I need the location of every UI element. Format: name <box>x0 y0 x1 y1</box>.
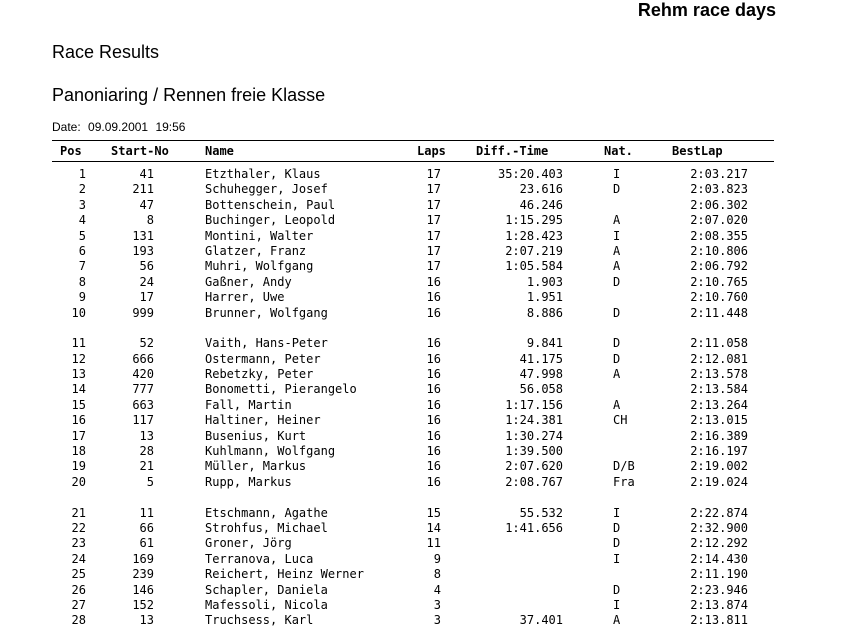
row-laps: 16 <box>426 290 441 305</box>
row-pos: 9 <box>78 290 86 305</box>
row-laps: 15 <box>426 505 441 520</box>
row-nat: A <box>613 397 621 412</box>
col-header-diff-time: Diff.-Time <box>476 144 549 158</box>
row-laps: 17 <box>426 182 441 197</box>
row-laps: 16 <box>426 474 441 489</box>
row-name: Rupp, Markus <box>205 474 292 489</box>
row-laps: 11 <box>426 536 441 551</box>
row-laps: 17 <box>426 243 441 258</box>
row-name: Harrer, Uwe <box>205 290 285 305</box>
table-row <box>0 382 857 397</box>
row-nat: D/B <box>613 459 635 474</box>
table-row <box>0 429 857 444</box>
row-start-no: 666 <box>132 351 154 366</box>
row-best-lap: 2:10.760 <box>690 290 748 305</box>
row-best-lap: 2:14.430 <box>690 551 748 566</box>
row-nat: A <box>613 259 621 274</box>
row-laps: 14 <box>426 520 441 535</box>
row-start-no: 5 <box>146 474 154 489</box>
row-best-lap: 2:22.874 <box>690 505 748 520</box>
col-header-name: Name <box>205 144 234 158</box>
row-best-lap: 2:13.578 <box>690 367 748 382</box>
row-start-no: 193 <box>132 243 154 258</box>
row-name: Schapler, Daniela <box>205 582 328 597</box>
row-name: Bonometti, Pierangelo <box>205 382 357 397</box>
row-diff-time: 47.998 <box>519 367 563 382</box>
row-pos: 19 <box>71 459 86 474</box>
row-best-lap: 2:12.292 <box>690 536 748 551</box>
row-laps: 8 <box>433 567 441 582</box>
row-best-lap: 2:16.197 <box>690 444 748 459</box>
row-nat: I <box>613 551 621 566</box>
row-pos: 25 <box>71 567 86 582</box>
row-pos: 17 <box>71 428 86 443</box>
row-nat: A <box>613 613 621 628</box>
col-header-laps: Laps <box>417 144 446 158</box>
table-row <box>0 198 857 213</box>
row-best-lap: 2:10.765 <box>690 274 748 289</box>
row-start-no: 13 <box>139 613 154 628</box>
row-nat: CH <box>613 413 628 428</box>
row-start-no: 47 <box>139 197 154 212</box>
row-start-no: 999 <box>132 305 154 320</box>
row-best-lap: 2:13.264 <box>690 397 748 412</box>
row-start-no: 152 <box>132 597 154 612</box>
row-pos: 5 <box>78 228 86 243</box>
table-row <box>0 167 857 182</box>
row-pos: 13 <box>71 367 86 382</box>
row-best-lap: 2:10.806 <box>690 243 748 258</box>
row-name: Brunner, Wolfgang <box>205 305 328 320</box>
row-pos: 24 <box>71 551 86 566</box>
header-rule-bottom <box>52 161 774 162</box>
row-laps: 17 <box>426 228 441 243</box>
row-name: Strohfus, Michael <box>205 520 328 535</box>
row-diff-time: 35:20.403 <box>497 167 563 181</box>
col-header-pos: Pos <box>60 144 82 158</box>
row-best-lap: 2:07.020 <box>690 213 748 228</box>
row-pos: 7 <box>78 259 86 274</box>
row-laps: 16 <box>426 413 441 428</box>
table-row <box>0 552 857 567</box>
row-laps: 9 <box>433 551 441 566</box>
table-row <box>0 506 857 521</box>
row-diff-time: 1:05.584 <box>505 259 563 274</box>
row-pos: 22 <box>71 520 86 535</box>
col-header-best-lap: BestLap <box>672 144 723 158</box>
table-row <box>0 444 857 459</box>
col-header-start-no: Start-No <box>111 144 169 158</box>
row-name: Groner, Jörg <box>205 536 292 551</box>
table-row <box>0 598 857 613</box>
row-laps: 16 <box>426 459 441 474</box>
row-name: Bottenschein, Paul <box>205 197 336 212</box>
table-row <box>0 229 857 244</box>
row-nat: A <box>613 213 621 228</box>
table-row <box>0 275 857 290</box>
table-row <box>0 398 857 413</box>
row-best-lap: 2:12.081 <box>690 351 748 366</box>
row-name: Terranova, Luca <box>205 551 314 566</box>
row-laps: 16 <box>426 305 441 320</box>
row-start-no: 41 <box>139 167 154 181</box>
row-diff-time: 55.532 <box>519 505 563 520</box>
row-laps: 17 <box>426 213 441 228</box>
row-nat: A <box>613 243 621 258</box>
row-nat: I <box>613 505 621 520</box>
row-pos: 1 <box>78 167 86 181</box>
row-nat: D <box>613 336 621 351</box>
row-start-no: 663 <box>132 397 154 412</box>
row-name: Mafessoli, Nicola <box>205 597 328 612</box>
row-name: Busenius, Kurt <box>205 428 307 443</box>
row-name: Montini, Walter <box>205 228 314 243</box>
table-row <box>0 567 857 582</box>
row-start-no: 24 <box>139 274 154 289</box>
row-pos: 3 <box>78 197 86 212</box>
table-row <box>0 213 857 228</box>
row-start-no: 52 <box>139 336 154 351</box>
row-name: Haltiner, Heiner <box>205 413 321 428</box>
table-row <box>0 367 857 382</box>
row-diff-time: 2:08.767 <box>505 474 563 489</box>
row-name: Buchinger, Leopold <box>205 213 336 228</box>
row-pos: 23 <box>71 536 86 551</box>
row-pos: 27 <box>71 597 86 612</box>
row-nat: D <box>613 536 621 551</box>
row-nat: Fra <box>613 474 635 489</box>
row-best-lap: 2:13.811 <box>690 613 748 628</box>
row-diff-time: 1:39.500 <box>505 444 563 459</box>
row-start-no: 169 <box>132 551 154 566</box>
row-best-lap: 2:08.355 <box>690 228 748 243</box>
table-row <box>0 536 857 551</box>
row-start-no: 239 <box>132 567 154 582</box>
row-pos: 18 <box>71 444 86 459</box>
row-name: Kuhlmann, Wolfgang <box>205 444 336 459</box>
table-row <box>0 182 857 197</box>
row-diff-time: 46.246 <box>519 197 563 212</box>
date-line <box>52 120 189 134</box>
row-best-lap: 2:23.946 <box>690 582 748 597</box>
row-start-no: 117 <box>132 413 154 428</box>
table-row <box>0 475 857 490</box>
date-label: Date: <box>52 120 81 134</box>
row-diff-time: 2:07.219 <box>505 243 563 258</box>
row-nat: I <box>613 597 621 612</box>
row-start-no: 211 <box>132 182 154 197</box>
row-laps: 17 <box>426 167 441 181</box>
row-diff-time: 1.903 <box>526 274 563 289</box>
table-row <box>0 306 857 321</box>
row-diff-time: 1:30.274 <box>505 428 563 443</box>
table-row <box>0 459 857 474</box>
row-name: Vaith, Hans-Peter <box>205 336 328 351</box>
row-name: Etzthaler, Klaus <box>205 167 321 181</box>
row-laps: 16 <box>426 367 441 382</box>
row-pos: 11 <box>71 336 86 351</box>
row-diff-time: 1:24.381 <box>505 413 563 428</box>
row-diff-time: 1:28.423 <box>505 228 563 243</box>
row-laps: 17 <box>426 197 441 212</box>
row-best-lap: 2:13.015 <box>690 413 748 428</box>
row-pos: 14 <box>71 382 86 397</box>
row-start-no: 146 <box>132 582 154 597</box>
row-laps: 3 <box>433 597 441 612</box>
row-nat: D <box>613 182 621 197</box>
row-best-lap: 2:16.389 <box>690 428 748 443</box>
table-row <box>0 352 857 367</box>
row-nat: I <box>613 167 621 181</box>
row-best-lap: 2:03.217 <box>690 167 748 181</box>
row-diff-time: 41.175 <box>519 351 563 366</box>
row-start-no: 21 <box>139 459 154 474</box>
row-nat: I <box>613 228 621 243</box>
row-name: Truchsess, Karl <box>205 613 314 628</box>
row-name: Glatzer, Franz <box>205 243 307 258</box>
row-pos: 28 <box>71 613 86 628</box>
page-title: Race Results <box>52 42 160 62</box>
row-diff-time: 37.401 <box>519 613 563 628</box>
row-best-lap: 2:06.792 <box>690 259 748 274</box>
row-pos: 15 <box>71 397 86 412</box>
row-best-lap: 2:19.002 <box>690 459 748 474</box>
table-row <box>0 336 857 351</box>
row-laps: 16 <box>426 428 441 443</box>
row-best-lap: 2:11.448 <box>690 305 748 320</box>
row-nat: D <box>613 274 621 289</box>
row-laps: 16 <box>426 336 441 351</box>
row-best-lap: 2:19.024 <box>690 474 748 489</box>
row-diff-time: 8.886 <box>526 305 563 320</box>
row-start-no: 61 <box>139 536 154 551</box>
row-start-no: 8 <box>146 213 154 228</box>
row-nat: D <box>613 351 621 366</box>
row-name: Rebetzky, Peter <box>205 367 314 382</box>
row-start-no: 11 <box>139 505 154 520</box>
row-pos: 4 <box>78 213 86 228</box>
row-start-no: 66 <box>139 520 154 535</box>
table-row <box>0 613 857 628</box>
row-name: Ostermann, Peter <box>205 351 321 366</box>
row-pos: 20 <box>71 474 86 489</box>
row-name: Gaßner, Andy <box>205 274 292 289</box>
table-row <box>0 413 857 428</box>
row-name: Reichert, Heinz Werner <box>205 567 364 582</box>
table-row <box>0 583 857 598</box>
row-nat: A <box>613 367 621 382</box>
row-start-no: 777 <box>132 382 154 397</box>
row-nat: D <box>613 582 621 597</box>
row-diff-time: 1:15.295 <box>505 213 563 228</box>
col-header-nat: Nat. <box>604 144 633 158</box>
row-name: Müller, Markus <box>205 459 307 474</box>
row-best-lap: 2:13.874 <box>690 597 748 612</box>
row-diff-time: 56.058 <box>519 382 563 397</box>
row-pos: 8 <box>78 274 86 289</box>
row-best-lap: 2:11.058 <box>690 336 748 351</box>
row-diff-time: 2:07.620 <box>505 459 563 474</box>
row-start-no: 56 <box>139 259 154 274</box>
row-diff-time: 1:41.656 <box>505 520 563 535</box>
row-best-lap: 2:06.302 <box>690 197 748 212</box>
row-nat: D <box>613 305 621 320</box>
row-pos: 2 <box>78 182 86 197</box>
row-laps: 17 <box>426 259 441 274</box>
row-diff-time: 9.841 <box>526 336 563 351</box>
table-row <box>0 521 857 536</box>
row-start-no: 13 <box>139 428 154 443</box>
row-nat: D <box>613 520 621 535</box>
row-laps: 4 <box>433 582 441 597</box>
row-laps: 16 <box>426 397 441 412</box>
table-row <box>0 259 857 274</box>
time-value: 19:56 <box>155 120 186 134</box>
row-pos: 21 <box>71 505 86 520</box>
row-pos: 10 <box>71 305 86 320</box>
row-diff-time: 1:17.156 <box>505 397 563 412</box>
row-best-lap: 2:11.190 <box>690 567 748 582</box>
date-value: 09.09.2001 <box>88 120 149 134</box>
row-laps: 16 <box>426 351 441 366</box>
row-start-no: 420 <box>132 367 154 382</box>
row-name: Etschmann, Agathe <box>205 505 328 520</box>
row-laps: 16 <box>426 274 441 289</box>
row-start-no: 131 <box>132 228 154 243</box>
results-table <box>0 167 857 629</box>
row-pos: 26 <box>71 582 86 597</box>
row-name: Schuhegger, Josef <box>205 182 328 197</box>
event-title: Panoniaring / Rennen freie Klasse <box>52 85 326 105</box>
row-name: Muhri, Wolfgang <box>205 259 314 274</box>
header-rule-top <box>52 140 774 141</box>
row-best-lap: 2:32.900 <box>690 520 748 535</box>
row-diff-time: 23.616 <box>519 182 563 197</box>
brand-title: Rehm race days <box>637 0 776 20</box>
table-row <box>0 290 857 305</box>
row-laps: 16 <box>426 444 441 459</box>
row-best-lap: 2:13.584 <box>690 382 748 397</box>
row-pos: 16 <box>71 413 86 428</box>
table-row <box>0 244 857 259</box>
row-start-no: 28 <box>139 444 154 459</box>
row-best-lap: 2:03.823 <box>690 182 748 197</box>
row-laps: 3 <box>433 613 441 628</box>
row-diff-time: 1.951 <box>526 290 563 305</box>
row-name: Fall, Martin <box>205 397 292 412</box>
row-start-no: 17 <box>139 290 154 305</box>
row-pos: 12 <box>71 351 86 366</box>
row-laps: 16 <box>426 382 441 397</box>
row-pos: 6 <box>78 243 86 258</box>
